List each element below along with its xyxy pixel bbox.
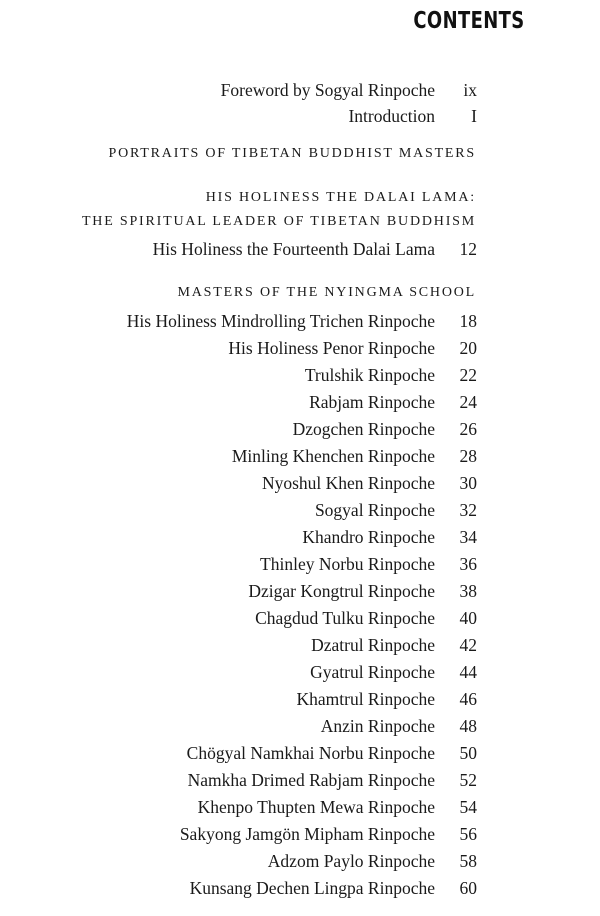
toc-entry-page: 12 xyxy=(459,239,477,259)
toc-entry-page: 42 xyxy=(459,635,477,655)
toc-entry-title: His Holiness Penor Rinpoche xyxy=(228,338,435,358)
toc-entry-page: I xyxy=(471,106,477,126)
toc-entry-page: 18 xyxy=(459,311,477,331)
toc-entry-title: Sakyong Jamgön Mipham Rinpoche xyxy=(179,824,435,844)
toc-entry-title: Dzatrul Rinpoche xyxy=(311,635,435,655)
toc-entry-page: 52 xyxy=(459,770,477,790)
toc-entry-title: Sogyal Rinpoche xyxy=(314,500,435,520)
toc-entry-title: Anzin Rinpoche xyxy=(320,716,435,736)
toc-entry-page: 24 xyxy=(459,392,477,412)
toc-entry-page: 20 xyxy=(459,338,477,358)
toc-entry-page: ix xyxy=(463,80,477,100)
toc-entry-title: Kunsang Dechen Lingpa Rinpoche xyxy=(189,878,435,898)
toc-entry-page: 50 xyxy=(459,743,477,763)
toc-entry-title: Introduction xyxy=(348,106,435,126)
toc-entry-title: Gyatrul Rinpoche xyxy=(310,662,435,682)
toc-entry-page: 54 xyxy=(459,797,477,817)
toc-entry-page: 26 xyxy=(459,419,477,439)
section-title-dalai-lama-line1: HIS HOLINESS THE DALAI LAMA: xyxy=(205,190,476,205)
toc-entry-page: 44 xyxy=(459,662,477,682)
toc-entry-title: His Holiness the Fourteenth Dalai Lama xyxy=(152,239,435,259)
toc-entry-page: 38 xyxy=(459,581,477,601)
toc-entry-page: 32 xyxy=(459,500,477,520)
section-title-dalai-lama-line2: THE SPIRITUAL LEADER OF TIBETAN BUDDHISM xyxy=(81,214,476,229)
toc-entry-title: Adzom Paylo Rinpoche xyxy=(267,851,435,871)
toc-entry-page: 46 xyxy=(459,689,477,709)
toc-entry-page: 36 xyxy=(459,554,477,574)
toc-entry-title: Rabjam Rinpoche xyxy=(309,392,435,412)
toc-entry-title: Minling Khenchen Rinpoche xyxy=(231,446,435,466)
toc-entry-title: Foreword by Sogyal Rinpoche xyxy=(220,80,435,100)
toc-entry-title: Namkha Drimed Rabjam Rinpoche xyxy=(187,770,435,790)
toc-entry-page: 48 xyxy=(459,716,477,736)
toc-entry-title: Dzigar Kongtrul Rinpoche xyxy=(248,581,435,601)
toc-entry-title: Chögyal Namkhai Norbu Rinpoche xyxy=(186,743,435,763)
toc-entry-page: 60 xyxy=(459,878,477,898)
toc-entry-page: 58 xyxy=(459,851,477,871)
toc-entry-title: Trulshik Rinpoche xyxy=(304,365,435,385)
part-title: PORTRAITS OF TIBETAN BUDDHIST MASTERS xyxy=(108,146,476,161)
contents-heading: CONTENTS xyxy=(413,8,525,34)
toc-entry-page: 34 xyxy=(459,527,477,547)
toc-entry-title: Khenpo Thupten Mewa Rinpoche xyxy=(197,797,435,817)
toc-entry-title: Thinley Norbu Rinpoche xyxy=(260,554,435,574)
toc-entry-page: 22 xyxy=(459,365,477,385)
toc-entry-title: Nyoshul Khen Rinpoche xyxy=(261,473,435,493)
toc-entry-page: 40 xyxy=(459,608,477,628)
toc-entry-title: Dzogchen Rinpoche xyxy=(292,419,435,439)
toc-entry-title: Khamtrul Rinpoche xyxy=(296,689,435,709)
toc-entry-page: 28 xyxy=(459,446,477,466)
section-title-nyingma: MASTERS OF THE NYINGMA SCHOOL xyxy=(177,285,476,300)
toc-entry-title: Khandro Rinpoche xyxy=(302,527,435,547)
toc-entry-page: 56 xyxy=(459,824,477,844)
toc-entry-title: Chagdud Tulku Rinpoche xyxy=(255,608,435,628)
toc-entry-page: 30 xyxy=(459,473,477,493)
toc-entry-title: His Holiness Mindrolling Trichen Rinpoche xyxy=(126,311,435,331)
